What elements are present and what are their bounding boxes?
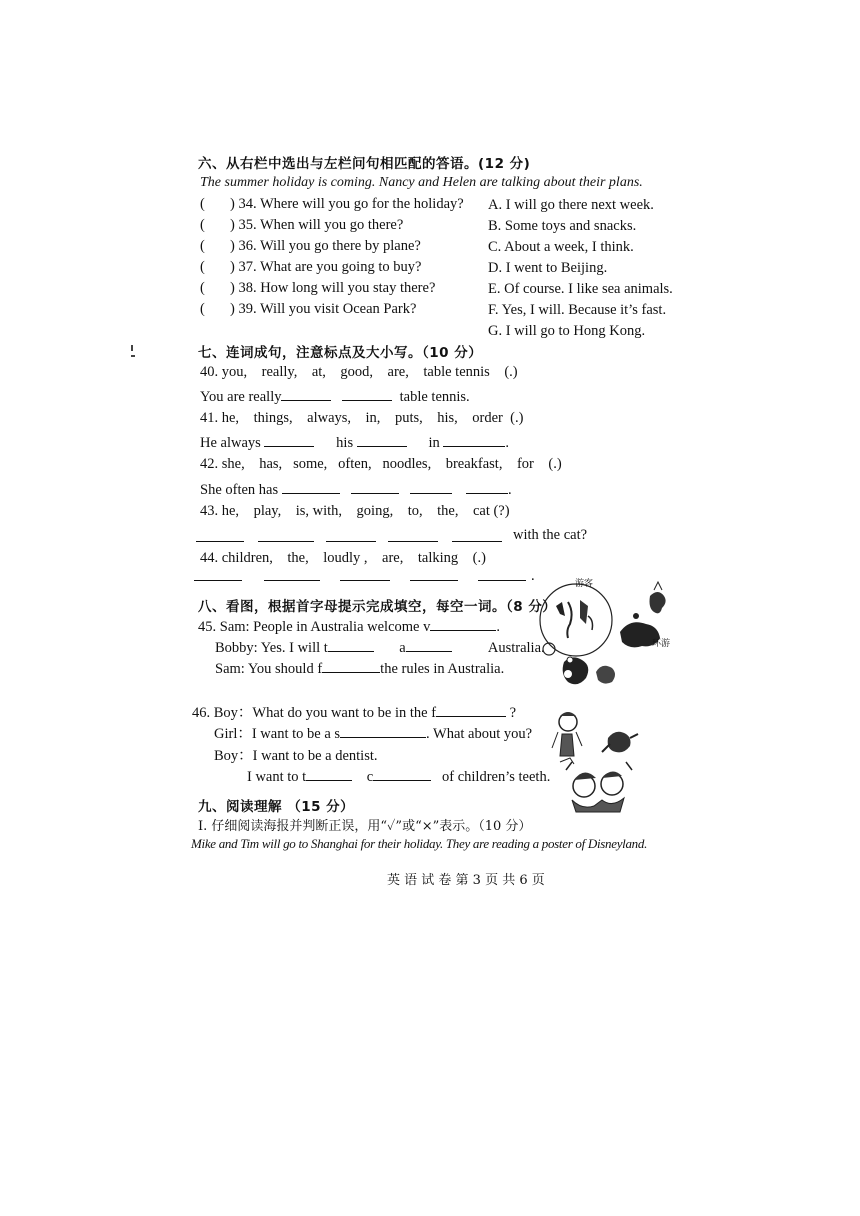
answer-d: D. I went to Beijing. <box>488 260 608 276</box>
question-41-words: 41. he, things, always, in, puts, his, order (.) <box>200 410 524 426</box>
question-46-line-4: I want to t c of children’s teeth. <box>247 769 551 785</box>
answer-blank[interactable] <box>410 480 452 494</box>
answer-blank[interactable] <box>322 659 380 673</box>
question-43-words: 43. he, play, is, with, going, to, the, cat (?) <box>200 503 510 519</box>
section-6-intro: The summer holiday is coming. Nancy and Helen are talking about their plans. <box>200 175 643 190</box>
answer-blank[interactable] <box>357 433 407 447</box>
answer-c: C. About a week, I think. <box>488 239 634 255</box>
answer-blank[interactable] <box>478 580 526 581</box>
answer-blank[interactable] <box>436 703 506 717</box>
answer-a: A. I will go there next week. <box>488 197 654 213</box>
question-45-line-1: 45. Sam: People in Australia welcome v . <box>198 619 500 635</box>
question-42-answer: She often has . <box>200 482 512 498</box>
question-38: ( ) 38. How long will you stay there? <box>200 280 436 296</box>
picture-label-travel: 环游 <box>652 639 671 649</box>
question-46-line-1: 46. Boy：What do you want to be in the f ? <box>192 705 517 721</box>
answer-blank[interactable] <box>282 480 340 494</box>
section-6-title: 六、从右栏中选出与左栏问句相匹配的答语。(12 分) <box>198 156 531 172</box>
answer-blank[interactable] <box>196 541 244 542</box>
answer-blank[interactable] <box>340 724 426 738</box>
scan-mark <box>131 355 135 357</box>
question-45-line-2: Bobby: Yes. I will t a Australia. <box>215 640 545 656</box>
answer-blank[interactable] <box>264 580 320 581</box>
question-40-answer: You are really table tennis. <box>200 389 470 405</box>
answer-blank[interactable] <box>328 638 374 652</box>
answer-blank[interactable] <box>388 541 438 542</box>
question-44-words: 44. children, the, loudly , are, talking (.) <box>200 550 486 566</box>
question-42-words: 42. she, has, some, often, noodles, breakfast, for (.) <box>200 456 562 472</box>
question-41-answer: He always his in . <box>200 435 509 451</box>
question-43-answer: with the cat? <box>513 527 588 543</box>
question-35: ( ) 35. When will you go there? <box>200 217 404 233</box>
section-8-title: 八、看图，根据首字母提示完成填空，每空一词。（8 分） <box>198 599 557 615</box>
answer-blank[interactable] <box>281 387 331 401</box>
scan-mark <box>131 345 133 351</box>
answer-blank[interactable] <box>430 617 496 631</box>
question-44-end: . <box>531 568 535 584</box>
answer-blank[interactable] <box>452 541 502 542</box>
question-37: ( ) 37. What are you going to buy? <box>200 259 422 275</box>
answer-f: F. Yes, I will. Because it’s fast. <box>488 302 667 318</box>
answer-blank[interactable] <box>410 580 458 581</box>
answer-blank[interactable] <box>258 541 314 542</box>
question-46-line-2: Girl：I want to be a s . What about you? <box>214 726 533 742</box>
answer-b: B. Some toys and snacks. <box>488 218 637 234</box>
answer-blank[interactable] <box>264 433 314 447</box>
section-9-title: 九、阅读理解 （15 分） <box>198 799 355 815</box>
section-9-intro: Mike and Tim will go to Shanghai for their holiday. They are reading a poster of Disneyland. <box>191 836 648 851</box>
answer-g: G. I will go to Hong Kong. <box>488 323 646 339</box>
question-45-line-3: Sam: You should f the rules in Australia. <box>215 661 505 677</box>
answer-blank[interactable] <box>351 480 399 494</box>
answer-blank[interactable] <box>373 767 431 781</box>
question-40-words: 40. you, really, at, good, are, table tennis (.) <box>200 364 518 380</box>
answer-blank[interactable] <box>406 638 452 652</box>
picture-label-tourist: 游客 <box>575 579 594 589</box>
section-7-title: 七、连词成句，注意标点及大小写。（10 分） <box>198 345 483 361</box>
question-34: ( ) 34. Where will you go for the holiday? <box>200 196 464 212</box>
answer-e: E. Of course. I like sea animals. <box>488 281 673 297</box>
answer-blank[interactable] <box>326 541 376 542</box>
answer-blank[interactable] <box>340 580 390 581</box>
answer-blank[interactable] <box>194 580 242 581</box>
question-36: ( ) 36. Will you go there by plane? <box>200 238 421 254</box>
answer-blank[interactable] <box>443 433 505 447</box>
answer-blank[interactable] <box>306 767 352 781</box>
page-footer: 英 语 试 卷 第 3 页 共 6 页 <box>387 873 545 888</box>
children-jobs-illustration <box>546 708 662 816</box>
section-9-instruction: I. 仔细阅读海报并判断正误，用“✓”或“×”表示。（10 分） <box>198 819 532 834</box>
answer-blank[interactable] <box>342 387 392 401</box>
question-39: ( ) 39. Will you visit Ocean Park? <box>200 301 417 317</box>
answer-blank[interactable] <box>466 480 508 494</box>
question-46-line-3: Boy：I want to be a dentist. <box>214 748 378 764</box>
